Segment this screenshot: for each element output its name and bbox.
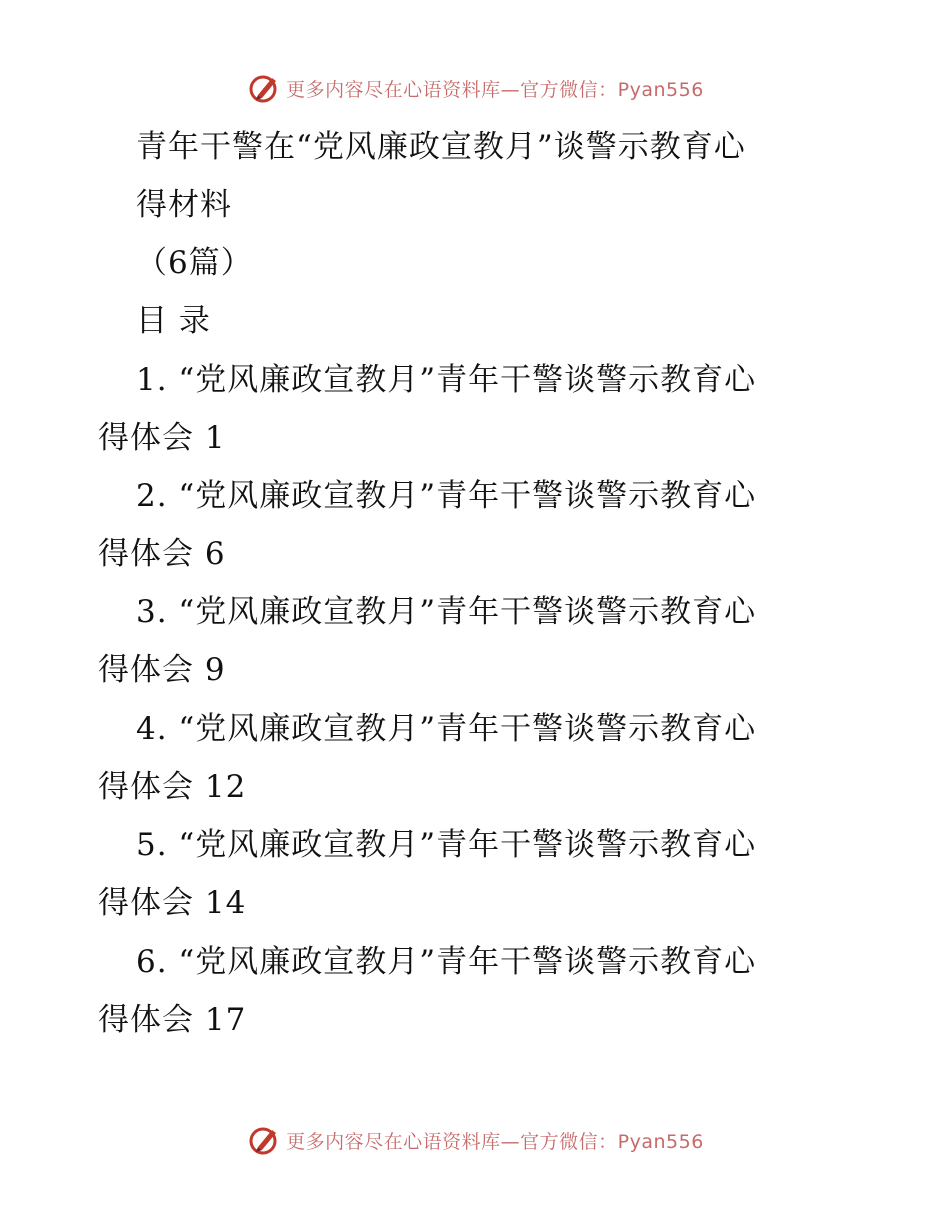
pen-logo-icon <box>246 70 282 106</box>
document-title-line-2: 得材料 <box>136 187 232 223</box>
toc-entry-2: 2. “党风廉政宣教月”青年干警谈警示教育心 <box>136 478 757 514</box>
toc-entry-2-cont: 得体会 6 <box>98 536 226 572</box>
toc-entry-6: 6. “党风廉政宣教月”青年干警谈警示教育心 <box>136 944 757 980</box>
toc-entry-5: 5. “党风廉政宣教月”青年干警谈警示教育心 <box>136 827 757 863</box>
document-count: （6篇） <box>136 245 253 281</box>
document-title-line-1: 青年干警在“党风廉政宣教月”谈警示教育心 <box>136 129 746 165</box>
toc-entry-1-cont: 得体会 1 <box>98 420 226 456</box>
toc-heading: 目 录 <box>136 303 211 339</box>
watermark-text: 更多内容尽在心语资料库—官方微信：Pyan556 <box>286 1130 704 1153</box>
toc-entry-3-cont: 得体会 9 <box>98 652 226 688</box>
header-watermark <box>0 68 950 108</box>
toc-entry-4: 4. “党风廉政宣教月”青年干警谈警示教育心 <box>136 711 757 747</box>
watermark-text: 更多内容尽在心语资料库—官方微信：Pyan556 <box>286 78 704 101</box>
toc-entry-3: 3. “党风廉政宣教月”青年干警谈警示教育心 <box>136 594 757 630</box>
toc-entry-1: 1. “党风廉政宣教月”青年干警谈警示教育心 <box>136 362 757 398</box>
toc-entry-6-cont: 得体会 17 <box>98 1002 247 1038</box>
toc-entry-4-cont: 得体会 12 <box>98 769 247 805</box>
toc-entry-5-cont: 得体会 14 <box>98 885 247 921</box>
pen-logo-icon <box>246 1122 282 1158</box>
footer-watermark <box>0 1120 950 1160</box>
